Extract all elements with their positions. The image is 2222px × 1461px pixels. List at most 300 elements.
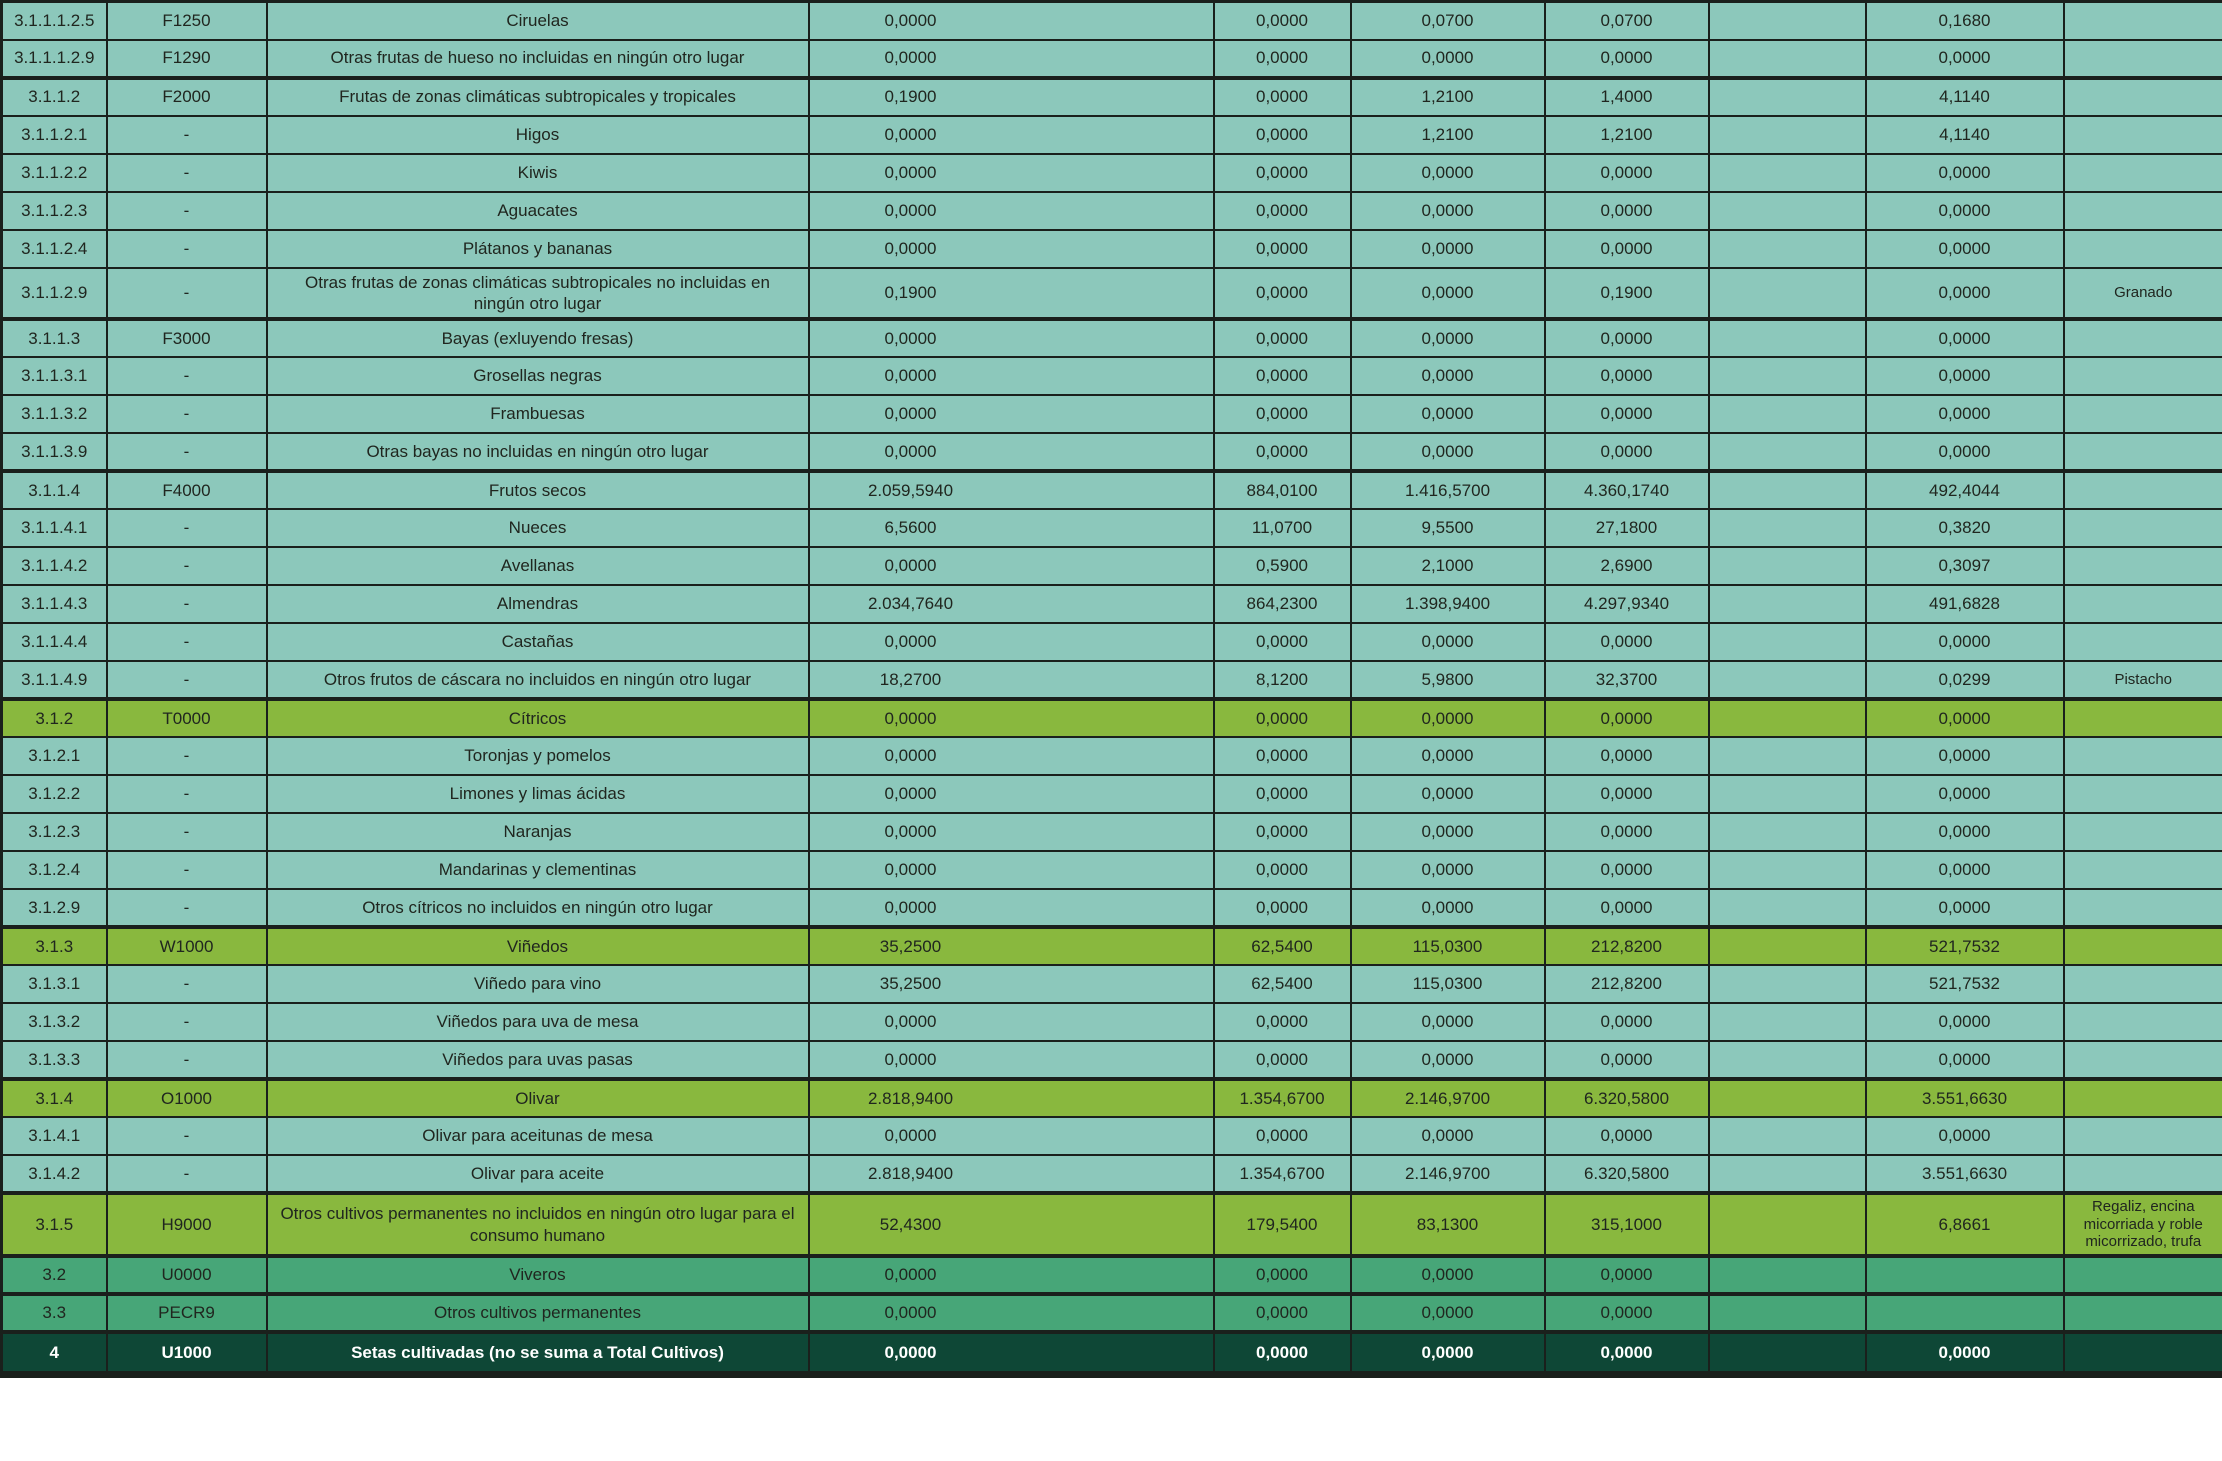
cell-name: Olivar para aceitunas de mesa [267,1117,809,1155]
cell-fcode: - [107,737,267,775]
cell-val2: 1.354,6700 [1214,1155,1351,1193]
cell-fcode: - [107,268,267,320]
cell-val5: 0,0000 [1866,623,2064,661]
table-row [2,889,2222,927]
cell-spacer [1012,927,1214,965]
cell-val5: 0,0000 [1866,230,2064,268]
cell-name: Otros frutos de cáscara no incluidos en ningún otro lugar [267,661,809,699]
cell-notes [2064,471,2222,509]
cell-notes [2064,965,2222,1003]
cell-name: Setas cultivadas (no se suma a Total Cultivos) [267,1332,809,1374]
cell-code: 3.1.4.1 [2,1117,107,1155]
cell-fcode: F1250 [107,2,267,40]
cell-val5: 521,7532 [1866,927,2064,965]
cell-code: 3.1.1.3.2 [2,395,107,433]
cell-name: Castañas [267,623,809,661]
cell-val1: 0,0000 [809,623,1012,661]
cell-notes [2064,737,2222,775]
cell-val3: 1,2100 [1351,78,1545,116]
cell-val3: 1,2100 [1351,116,1545,154]
cell-val3: 0,0000 [1351,699,1545,737]
cell-val5: 4,1140 [1866,78,2064,116]
cell-spacer [1709,230,1866,268]
cell-spacer [1709,433,1866,471]
cell-code: 3.1.3.2 [2,1003,107,1041]
cell-val3: 9,5500 [1351,509,1545,547]
cell-val3: 0,0000 [1351,737,1545,775]
cell-notes [2064,154,2222,192]
cell-val4: 0,0000 [1545,40,1709,78]
cell-val4: 0,0000 [1545,357,1709,395]
cell-name: Olivar [267,1079,809,1117]
table-row [2,1332,2222,1374]
cell-notes [2064,1079,2222,1117]
cell-fcode: - [107,547,267,585]
table-row [2,471,2222,509]
cell-val4: 27,1800 [1545,509,1709,547]
cell-val2: 179,5400 [1214,1193,1351,1256]
cell-val4: 0,0000 [1545,699,1709,737]
cell-val2: 0,0000 [1214,1294,1351,1332]
cell-notes [2064,585,2222,623]
cell-fcode: - [107,851,267,889]
table-row [2,965,2222,1003]
cell-val1: 2.034,7640 [809,585,1012,623]
cell-name: Frutas de zonas climáticas subtropicales y tropicales [267,78,809,116]
cell-name: Higos [267,116,809,154]
cell-spacer [1012,813,1214,851]
cell-val3: 2.146,9700 [1351,1079,1545,1117]
cell-val5: 0,3097 [1866,547,2064,585]
cell-name: Mandarinas y clementinas [267,851,809,889]
cell-val3: 0,0000 [1351,1003,1545,1041]
cell-spacer [1709,737,1866,775]
cell-spacer [1012,585,1214,623]
cell-val2: 0,0000 [1214,1117,1351,1155]
cell-spacer [1012,1079,1214,1117]
cell-spacer [1709,1294,1866,1332]
cell-name: Olivar para aceite [267,1155,809,1193]
cell-val3: 1.416,5700 [1351,471,1545,509]
cell-val3: 0,0000 [1351,395,1545,433]
cell-val1: 0,0000 [809,1041,1012,1079]
cell-fcode: - [107,813,267,851]
cell-name: Otros cultivos permanentes no incluidos en ningún otro lugar para el consumo humano [267,1193,809,1256]
cell-spacer [1709,1117,1866,1155]
cell-val1: 0,1900 [809,78,1012,116]
cell-spacer [1709,813,1866,851]
cell-name: Frambuesas [267,395,809,433]
cell-spacer [1709,661,1866,699]
cell-spacer [1709,699,1866,737]
cell-val1: 35,2500 [809,927,1012,965]
cell-val2: 0,0000 [1214,357,1351,395]
cell-val1: 2.059,5940 [809,471,1012,509]
cell-spacer [1012,1256,1214,1294]
cell-val2: 0,0000 [1214,699,1351,737]
cell-code: 3.1.1.2.9 [2,268,107,320]
cell-name: Frutos secos [267,471,809,509]
cell-val5: 0,0000 [1866,395,2064,433]
cell-notes [2064,1294,2222,1332]
cell-spacer [1709,40,1866,78]
cell-code: 3.1.1.1.2.9 [2,40,107,78]
cell-code: 3.1.4.2 [2,1155,107,1193]
cell-val1: 0,1900 [809,268,1012,320]
cell-val1: 0,0000 [809,1294,1012,1332]
cell-spacer [1709,889,1866,927]
cell-val2: 0,0000 [1214,1256,1351,1294]
cell-code: 3.1.4 [2,1079,107,1117]
cell-code: 3.1.1.4.2 [2,547,107,585]
cell-val3: 0,0000 [1351,1294,1545,1332]
cell-val4: 2,6900 [1545,547,1709,585]
cell-spacer [1012,623,1214,661]
cell-val3: 2.146,9700 [1351,1155,1545,1193]
cell-notes [2064,851,2222,889]
cell-val1: 0,0000 [809,395,1012,433]
table-row [2,509,2222,547]
cell-val5: 6,8661 [1866,1193,2064,1256]
cell-fcode: - [107,433,267,471]
cell-val5: 3.551,6630 [1866,1079,2064,1117]
cell-fcode: - [107,623,267,661]
cell-fcode: - [107,889,267,927]
cell-name: Bayas (exluyendo fresas) [267,319,809,357]
cell-spacer [1012,40,1214,78]
cell-spacer [1012,1193,1214,1256]
cell-spacer [1012,699,1214,737]
table-row [2,813,2222,851]
cell-spacer [1709,78,1866,116]
cell-name: Viñedos [267,927,809,965]
cell-fcode: - [107,192,267,230]
cell-val2: 0,0000 [1214,395,1351,433]
cell-spacer [1709,357,1866,395]
cell-fcode: - [107,1117,267,1155]
cell-notes [2064,1003,2222,1041]
cell-notes [2064,78,2222,116]
cell-val4: 0,0000 [1545,1294,1709,1332]
cell-fcode: O1000 [107,1079,267,1117]
cell-val1: 2.818,9400 [809,1155,1012,1193]
cell-code: 3.1.1.4.4 [2,623,107,661]
cell-val2: 0,0000 [1214,268,1351,320]
table-row [2,230,2222,268]
table-row [2,433,2222,471]
cell-code: 3.1.2.9 [2,889,107,927]
cell-val2: 0,0000 [1214,116,1351,154]
cell-code: 3.1.1.4.3 [2,585,107,623]
cell-notes [2064,699,2222,737]
cell-val2: 0,0000 [1214,851,1351,889]
cell-val2: 62,5400 [1214,965,1351,1003]
cell-fcode: F1290 [107,40,267,78]
cell-spacer [1012,1155,1214,1193]
cell-notes [2064,433,2222,471]
cell-spacer [1709,1041,1866,1079]
table-row [2,1117,2222,1155]
cell-val4: 0,0000 [1545,737,1709,775]
cell-code: 3.1.1.3 [2,319,107,357]
cell-spacer [1012,775,1214,813]
table-row [2,851,2222,889]
cell-name: Plátanos y bananas [267,230,809,268]
table-row [2,699,2222,737]
cell-spacer [1709,1193,1866,1256]
cell-spacer [1709,1332,1866,1374]
cell-spacer [1012,737,1214,775]
cell-name: Naranjas [267,813,809,851]
cell-name: Kiwis [267,154,809,192]
cell-val5: 521,7532 [1866,965,2064,1003]
cell-val5: 491,6828 [1866,585,2064,623]
cell-code: 3.1.1.3.9 [2,433,107,471]
cell-val2: 0,0000 [1214,889,1351,927]
cell-val4: 0,0000 [1545,319,1709,357]
cell-val1: 2.818,9400 [809,1079,1012,1117]
cell-code: 3.1.1.4 [2,471,107,509]
cell-val2: 0,0000 [1214,737,1351,775]
cell-val2: 1.354,6700 [1214,1079,1351,1117]
cell-code: 3.1.1.2.1 [2,116,107,154]
cell-fcode: - [107,509,267,547]
table-row [2,1193,2222,1256]
cell-val3: 0,0000 [1351,154,1545,192]
cell-val3: 0,0000 [1351,889,1545,927]
cell-code: 3.2 [2,1256,107,1294]
cell-fcode: - [107,1003,267,1041]
cell-fcode: - [107,661,267,699]
cell-notes [2064,1117,2222,1155]
table-row [2,1079,2222,1117]
cell-spacer [1709,1003,1866,1041]
table-row [2,775,2222,813]
table-row [2,1256,2222,1294]
cell-fcode: - [107,230,267,268]
cell-name: Viñedos para uva de mesa [267,1003,809,1041]
cell-notes [2064,775,2222,813]
cell-val5: 3.551,6630 [1866,1155,2064,1193]
cell-val2: 62,5400 [1214,927,1351,965]
cell-val4: 0,0000 [1545,1256,1709,1294]
cell-fcode: F2000 [107,78,267,116]
cell-notes: Pistacho [2064,661,2222,699]
table-row [2,1294,2222,1332]
cell-val2: 0,0000 [1214,319,1351,357]
cell-name: Viñedo para vino [267,965,809,1003]
table-row [2,395,2222,433]
cell-val5: 0,0000 [1866,1041,2064,1079]
cell-val2: 0,5900 [1214,547,1351,585]
cell-val5: 0,0000 [1866,813,2064,851]
cell-spacer [1709,154,1866,192]
cell-name: Avellanas [267,547,809,585]
cell-val5: 492,4044 [1866,471,2064,509]
cell-name: Otras bayas no incluidas en ningún otro lugar [267,433,809,471]
cell-val3: 2,1000 [1351,547,1545,585]
cell-name: Ciruelas [267,2,809,40]
cell-notes [2064,547,2222,585]
cell-val4: 6.320,5800 [1545,1155,1709,1193]
cell-val4: 1,4000 [1545,78,1709,116]
cell-val3: 115,0300 [1351,965,1545,1003]
cell-spacer [1012,1332,1214,1374]
cell-val5: 0,0000 [1866,357,2064,395]
cell-val1: 0,0000 [809,116,1012,154]
cell-code: 3.1.2.1 [2,737,107,775]
cell-val5: 0,0000 [1866,1332,2064,1374]
cell-val1: 0,0000 [809,699,1012,737]
table-row [2,1041,2222,1079]
cell-spacer [1709,509,1866,547]
cell-val4: 0,0000 [1545,1117,1709,1155]
cell-val3: 0,0000 [1351,1256,1545,1294]
cell-spacer [1709,547,1866,585]
table-row [2,78,2222,116]
cell-val3: 0,0000 [1351,813,1545,851]
cell-spacer [1012,547,1214,585]
cell-notes [2064,1256,2222,1294]
cell-val5: 4,1140 [1866,116,2064,154]
cell-code: 3.1.1.2.4 [2,230,107,268]
table-row [2,737,2222,775]
cell-val3: 1.398,9400 [1351,585,1545,623]
table-row [2,585,2222,623]
cell-val3: 0,0000 [1351,1332,1545,1374]
cell-spacer [1709,585,1866,623]
cell-val2: 11,0700 [1214,509,1351,547]
cell-val2: 864,2300 [1214,585,1351,623]
cell-val1: 0,0000 [809,737,1012,775]
cell-val4: 0,0000 [1545,1003,1709,1041]
cell-val1: 0,0000 [809,851,1012,889]
cell-fcode: PECR9 [107,1294,267,1332]
cell-val1: 0,0000 [809,813,1012,851]
cell-notes: Regaliz, encina micorriada y roble micorrizado, trufa [2064,1193,2222,1256]
cell-val3: 0,0000 [1351,357,1545,395]
cell-fcode: W1000 [107,927,267,965]
cell-code: 3.1.1.4.1 [2,509,107,547]
cell-fcode: - [107,154,267,192]
cell-val4: 0,0000 [1545,433,1709,471]
cell-code: 3.1.1.4.9 [2,661,107,699]
cell-code: 3.1.1.3.1 [2,357,107,395]
cell-val1: 0,0000 [809,357,1012,395]
cell-val4: 212,8200 [1545,965,1709,1003]
cell-spacer [1012,1117,1214,1155]
cell-val5: 0,0000 [1866,319,2064,357]
cell-val3: 0,0000 [1351,230,1545,268]
cell-spacer [1709,623,1866,661]
cell-val5: 0,0000 [1866,433,2064,471]
cell-fcode: - [107,775,267,813]
cell-val1: 0,0000 [809,2,1012,40]
cell-val2: 0,0000 [1214,154,1351,192]
cell-val1: 18,2700 [809,661,1012,699]
cell-name: Otras frutas de hueso no incluidas en ningún otro lugar [267,40,809,78]
cell-notes: Granado [2064,268,2222,320]
cell-val5 [1866,1294,2064,1332]
crops-table-body [2,2,2222,1375]
cell-val5: 0,0000 [1866,889,2064,927]
cell-fcode: - [107,585,267,623]
table-row [2,154,2222,192]
cell-val4: 4.297,9340 [1545,585,1709,623]
cell-spacer [1012,1003,1214,1041]
cell-name: Otros cítricos no incluidos en ningún otro lugar [267,889,809,927]
cell-notes [2064,927,2222,965]
cell-fcode: - [107,1041,267,1079]
cell-val5: 0,0000 [1866,851,2064,889]
table-row [2,192,2222,230]
cell-val3: 0,0000 [1351,1117,1545,1155]
cell-fcode: - [107,965,267,1003]
cell-code: 3.1.2.3 [2,813,107,851]
cell-spacer [1709,192,1866,230]
table-row [2,2,2222,40]
cell-code: 3.1.3.3 [2,1041,107,1079]
cell-val3: 0,0000 [1351,268,1545,320]
cell-spacer [1012,509,1214,547]
cell-spacer [1012,2,1214,40]
cell-fcode: U1000 [107,1332,267,1374]
cell-name: Viveros [267,1256,809,1294]
cell-val1: 0,0000 [809,230,1012,268]
cell-val4: 1,2100 [1545,116,1709,154]
cell-notes [2064,1332,2222,1374]
table-row [2,661,2222,699]
cell-notes [2064,813,2222,851]
cell-spacer [1709,116,1866,154]
cell-val3: 0,0000 [1351,40,1545,78]
cell-spacer [1709,1079,1866,1117]
cell-notes [2064,889,2222,927]
cell-spacer [1709,965,1866,1003]
cell-val5: 0,0000 [1866,775,2064,813]
cell-val1: 0,0000 [809,433,1012,471]
cell-val2: 0,0000 [1214,40,1351,78]
cell-fcode: F4000 [107,471,267,509]
cell-code: 3.1.1.2.3 [2,192,107,230]
cell-spacer [1012,1294,1214,1332]
cell-val4: 0,0000 [1545,230,1709,268]
cell-val2: 884,0100 [1214,471,1351,509]
cell-val3: 0,0000 [1351,433,1545,471]
cell-val4: 0,1900 [1545,268,1709,320]
cell-name: Otras frutas de zonas climáticas subtropicales no incluidas en ningún otro lugar [267,268,809,320]
table-row [2,357,2222,395]
cell-val4: 4.360,1740 [1545,471,1709,509]
cell-name: Cítricos [267,699,809,737]
cell-val2: 0,0000 [1214,230,1351,268]
cell-spacer [1012,395,1214,433]
cell-val3: 0,0000 [1351,192,1545,230]
cell-code: 3.1.1.1.2.5 [2,2,107,40]
cell-notes [2064,1155,2222,1193]
cell-fcode: H9000 [107,1193,267,1256]
cell-val3: 0,0000 [1351,851,1545,889]
cell-val4: 315,1000 [1545,1193,1709,1256]
cell-val3: 83,1300 [1351,1193,1545,1256]
table-row [2,1155,2222,1193]
cell-val2: 0,0000 [1214,813,1351,851]
cell-val1: 0,0000 [809,154,1012,192]
cell-spacer [1012,433,1214,471]
cell-val4: 6.320,5800 [1545,1079,1709,1117]
cell-val1: 0,0000 [809,192,1012,230]
cell-spacer [1012,154,1214,192]
